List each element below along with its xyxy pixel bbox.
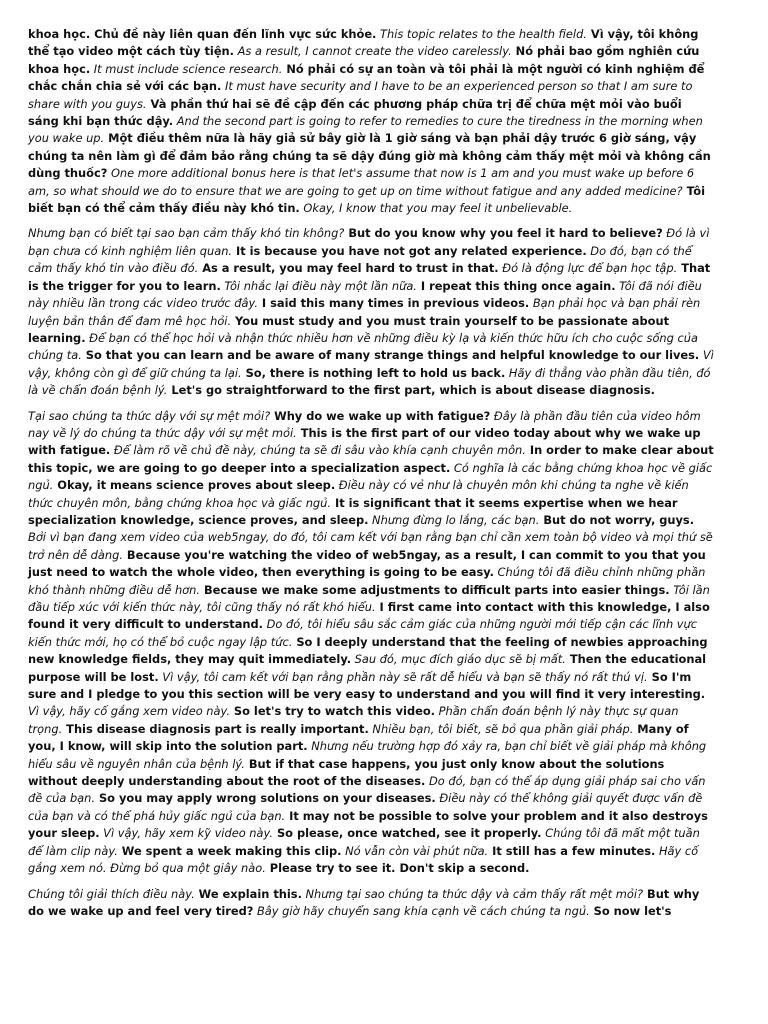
bold-sentence: As a result, you may feel hard to trust in that. — [198, 261, 499, 276]
italic-sentence: Hãy cố gắng xem nó. Đừng bỏ qua một giây nào. — [28, 843, 699, 876]
bold-sentence: Nó phải có sự an toàn và tôi phải là một người có kinh nghiệm để chắc chắn chia sẻ với các bạn. — [28, 61, 705, 94]
italic-sentence: Điều này có thể không giải quyết được vấn đề của bạn và có thể phá hủy giấc ngủ của bạn. — [28, 791, 703, 823]
italic-sentence: Bởi vì bạn đang xem video của web5ngay, do đó, tôi cam kết với bạn rằng bạn chỉ cần xem toàn bộ video và mọi thứ sẽ trở nên dễ dàng. — [28, 530, 713, 562]
italic-sentence: And the second part is going to refer to remedies to cure the tiredness in the morning when you wake up. — [28, 114, 703, 146]
italic-sentence: Có nghĩa là các bằng chứng khoa học về giấc ngủ. — [28, 460, 713, 493]
italic-sentence: Tôi lần đầu tiếp xúc với kiến thức này, tôi cũng thấy nó rất khó hiểu. — [28, 582, 710, 614]
bold-sentence: But do not worry, guys. — [539, 512, 695, 527]
bold-sentence: Let's go straightforward to the first part, which is about disease diagnosis. — [167, 383, 655, 398]
bold-sentence: It is because you have not got any related experience. — [232, 243, 587, 258]
bold-sentence: But if that case happens, you just only know about the solutions without deeply understanding about the root of the diseases. — [28, 756, 665, 789]
paragraph-2 — [28, 225, 714, 399]
italic-sentence: Chúng tôi đã mất một tuần để làm clip này. — [28, 826, 700, 858]
bold-sentence: Okay, it means science proves about sleep. — [53, 478, 336, 493]
bold-sentence: Please try to see it. Don't skip a second. — [265, 861, 530, 876]
italic-sentence: Chúng tôi giải thích điều này. — [28, 886, 195, 901]
bold-sentence: khoa học. — [28, 27, 91, 41]
bold-sentence: This is the first part of our video today about why we wake up with fatigue. — [28, 425, 701, 458]
italic-sentence: Sau đó, mục đích giáo dục sẽ bị mất. — [351, 652, 566, 667]
bold-sentence: We explain this. — [194, 886, 302, 901]
italic-sentence: Tôi đã nói điều này nhiều lần trong các video trước đây. — [28, 278, 702, 311]
italic-sentence: Để bạn có thể học hỏi và nhận thức nhiều hơn về những điều kỳ lạ và kiến thức hữu ích cho cuộc sống của chúng ta. — [28, 330, 698, 363]
italic-sentence: As a result, I cannot create the video carelessly. — [234, 44, 512, 59]
italic-sentence: One more additional bonus here is that let's assume that now is 1 am and you must wake up before 6 am, so what should we do to ensure that we are going to get up on time without fatigue and any added medicine? — [28, 166, 695, 198]
italic-sentence: Nhưng tại sao chúng ta thức dậy và cảm thấy rất mệt mỏi? — [301, 886, 644, 901]
bold-sentence: Tôi biết bạn có thể cảm thấy điều này khó tin. — [28, 183, 706, 216]
bold-sentence: Một điều thêm nữa là hãy giả sử bây giờ là 1 giờ sáng và bạn phải dậy trước 6 giờ sáng, vậy chúng ta nên làm gì để đảm bảo rằng chúng ta sẽ dậy đúng giờ mà không cảm thấy mệt mỏi và không cần dùng thuốc? — [28, 131, 711, 181]
italic-sentence: Do đó, bạn có thể cảm thấy khó tin vào điều đó. — [28, 243, 692, 276]
italic-sentence: Vì vậy, không còn gì để giữ chúng ta lại. — [28, 348, 714, 380]
bold-sentence: So let's try to watch this video. — [229, 704, 435, 719]
italic-sentence: This topic relates to the health field. — [376, 27, 587, 41]
bold-sentence: So you may apply wrong solutions on your diseases. — [95, 791, 436, 806]
bold-sentence: It is significant that it seems expertise when we hear specialization knowledge, science proves, and sleep. — [28, 495, 678, 527]
italic-sentence: It must have security and I have to be an experienced person so that I am sure to share with you guys. — [28, 79, 693, 111]
bold-sentence: So I deeply understand that the feeling of newbies approaching new knowledge fields, they may quit immediately. — [28, 634, 708, 667]
bold-sentence: That is the trigger for you to learn. — [28, 261, 711, 293]
italic-sentence: Đó là động lực để bạn học tập. — [498, 261, 678, 276]
bold-sentence: Then the educational purpose will be lost. — [28, 652, 707, 684]
bold-sentence: So I'm sure and I pledge to you this section will be very easy to understand and you will find it very interesting. — [28, 669, 706, 702]
italic-sentence: Bạn phải học và bạn phải rèn luyện bản thân để đam mê học hỏi. — [28, 296, 701, 328]
bold-sentence: This disease diagnosis part is really important. — [62, 721, 369, 736]
bold-sentence: Và phần thứ hai sẽ đề cập đến các phương pháp chữa trị để chữa mệt mỏi vào buổi sáng khi bạn thức dậy. — [28, 96, 682, 129]
italic-sentence: It must include science research. — [90, 61, 283, 76]
bold-sentence: You must study and you must train yourself to be passionate about learning. — [28, 313, 670, 345]
italic-sentence: Bây giờ hãy chuyển sang khía cạnh về cách chúng ta ngủ. — [253, 903, 590, 918]
italic-sentence: Nhưng đừng lo lắng, các bạn. — [368, 512, 540, 527]
italic-sentence: Đó là vì bạn chưa có kinh nghiệm liên quan. — [28, 226, 710, 258]
bold-sentence: It still has a few minutes. — [488, 843, 656, 858]
text-column — [28, 26, 714, 928]
bold-sentence: It may not be possible to solve your problem and it also destroys your sleep. — [28, 808, 708, 841]
bold-sentence: I said this many times in previous videos. — [257, 296, 530, 311]
italic-sentence: Nhưng nếu trường hợp đó xảy ra, bạn chỉ biết về giải pháp mà không hiểu sâu về nguyên nhân của bệnh lý. — [28, 739, 707, 771]
italic-sentence: Điều này có vẻ như là chuyên môn khi chúng ta nghe về kiến thức chuyên môn, bằng chứng khoa học và giấc ngủ. — [28, 478, 689, 510]
bold-sentence: So that you can learn and be aware of many strange things and helpful knowledge to our lives. — [81, 348, 700, 363]
italic-sentence: Hãy đi thẳng vào phần đầu tiên, đó là về chẩn đoán bệnh lý. — [28, 365, 711, 398]
bold-sentence: Because you're watching the video of web5ngay, as a result, I can commit to you that you just need to watch the whole video, then everything is going to be easy. — [28, 547, 706, 580]
bold-sentence: Vì vậy, tôi không thể tạo video một cách tùy tiện. — [28, 27, 699, 59]
italic-sentence: Nó vẫn còn vài phút nữa. — [341, 843, 489, 858]
italic-sentence: Nhưng bạn có biết tại sao bạn cảm thấy khó tin không? — [28, 226, 345, 241]
italic-sentence: Tại sao chúng ta thức dậy với sự mệt mỏi? — [28, 408, 271, 423]
paragraph-3 — [28, 408, 714, 878]
italic-sentence: Okay, I know that you may feel it unbelievable. — [299, 201, 573, 216]
bold-sentence: We spent a week making this clip. — [117, 843, 342, 858]
bold-sentence: In order to make clear about this topic, we are going to go deeper into a specialization aspect. — [28, 443, 714, 475]
italic-sentence: Do đó, tôi hiểu sâu sắc cảm giác của những người mới tiếp cận các lĩnh vực kiến thức mới, họ có thể bỏ cuộc ngay lập tức. — [28, 617, 698, 649]
bold-sentence: So now let's — [589, 903, 672, 918]
italic-sentence: Vì vậy, hãy cố gắng xem video này. — [28, 704, 230, 719]
bold-sentence: Because we make some adjustments to difficult parts into easier things. — [200, 582, 670, 597]
italic-sentence: Nhiều bạn, tôi biết, sẽ bỏ qua phần giải pháp. — [368, 721, 634, 736]
italic-sentence: Vì vậy, tôi cam kết với bạn rằng phần này sẽ rất dễ hiểu và bạn sẽ thấy nó rất thú vị. — [158, 669, 648, 684]
italic-sentence: Phần chẩn đoán bệnh lý này thực sự quan trọng. — [28, 704, 679, 736]
italic-sentence: Vì vậy, hãy xem kỹ video này. — [99, 826, 273, 841]
italic-sentence: Để làm rõ về chủ đề này, chúng ta sẽ đi sâu vào khía cạnh chuyên môn. — [110, 443, 526, 458]
italic-sentence: Chúng tôi đã điều chỉnh những phần khó thành những điều dễ hơn. — [28, 565, 706, 597]
bold-sentence: So please, once watched, see it properly. — [272, 826, 542, 841]
italic-sentence: Do đó, bạn có thể áp dụng giải pháp sai cho vấn đề của bạn. — [28, 774, 706, 806]
bold-sentence: But why do we wake up and feel very tired? — [28, 886, 700, 918]
paragraph-1 — [28, 26, 714, 217]
bold-sentence: But do you know why you feel it hard to believe? — [344, 226, 663, 241]
bold-sentence: Nó phải bao gồm nghiên cứu khoa học. — [28, 44, 700, 76]
bold-sentence: Chủ đề này liên quan đến lĩnh vực sức khỏe. — [90, 27, 377, 41]
bold-sentence: I first came into contact with this knowledge, I also found it very difficult to understand. — [28, 600, 710, 632]
italic-sentence: Tôi nhắc lại điều này một lần nữa. — [220, 278, 417, 293]
paragraph-4 — [28, 886, 714, 921]
bold-sentence: Why do we wake up with fatigue? — [270, 408, 491, 423]
bold-sentence: So, there is nothing left to hold us back. — [241, 365, 506, 380]
italic-sentence: Đây là phần đầu tiên của video hôm nay về lý do chúng ta thức dậy với sự mệt mỏi. — [28, 408, 701, 440]
bold-sentence: Many of you, I know, will skip into the solution part. — [28, 721, 689, 754]
bold-sentence: I repeat this thing once again. — [416, 278, 616, 293]
